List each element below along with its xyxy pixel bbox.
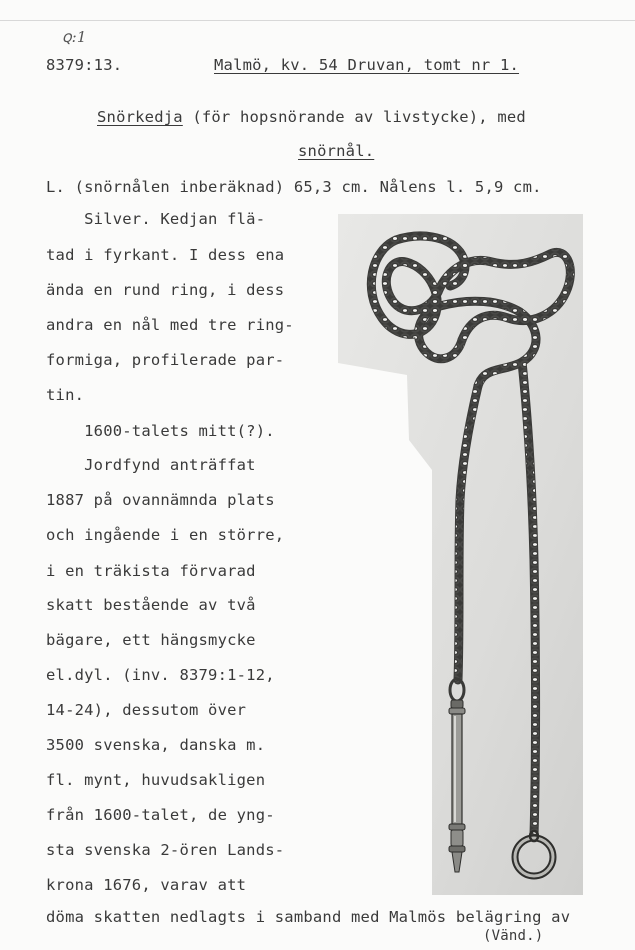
description-line: 1887 på ovannämnda plats — [46, 491, 275, 509]
object-subtitle-line2: snörnål. — [298, 142, 375, 160]
description-line: sta svenska 2-ören Lands- — [46, 841, 285, 859]
description-line: Silver. Kedjan flä- — [46, 210, 266, 228]
object-title: Snörkedja — [97, 108, 183, 126]
description-line: formiga, profilerade par- — [46, 351, 285, 369]
handwritten-mark: ꞯ:1 — [62, 28, 87, 46]
dating-line: 1600-talets mitt(?). — [46, 422, 275, 440]
description-line: bägare, ett hängsmycke — [46, 631, 256, 649]
find-location: Malmö, kv. 54 Druvan, tomt nr 1. — [214, 56, 520, 74]
description-line: från 1600-talet, de yng- — [46, 806, 275, 824]
description-line: ända en rund ring, i dess — [46, 281, 285, 299]
description-line: tad i fyrkant. I dess ena — [46, 246, 285, 264]
description-line: skatt bestående av två — [46, 596, 256, 614]
bottom-text-line: döma skatten nedlagts i samband med Malmös belägring av — [46, 908, 571, 926]
object-subtitle: (för hopsnörande av livstycke), med — [182, 108, 526, 126]
description-line: 3500 svenska, danska m. — [46, 736, 266, 754]
description-line: tin. — [46, 386, 85, 404]
description-line: Jordfynd anträffat — [46, 456, 256, 474]
turn-over-note: (Vänd.) — [483, 928, 544, 944]
description-line: fl. mynt, huvudsakligen — [46, 771, 266, 789]
description-line: krona 1676, varav att — [46, 876, 247, 894]
inventory-number: 8379:13. — [46, 56, 123, 74]
description-line: 14-24), dessutom över — [46, 701, 247, 719]
description-line: och ingående i en större, — [46, 526, 285, 544]
description-line: el.dyl. (inv. 8379:1-12, — [46, 666, 275, 684]
description-line: i en träkista förvarad — [46, 562, 256, 580]
length-measurement: L. (snörnålen inberäknad) 65,3 cm. Nålens l. 5,9 cm. — [46, 178, 542, 196]
description-line: andra en nål med tre ring- — [46, 316, 294, 334]
